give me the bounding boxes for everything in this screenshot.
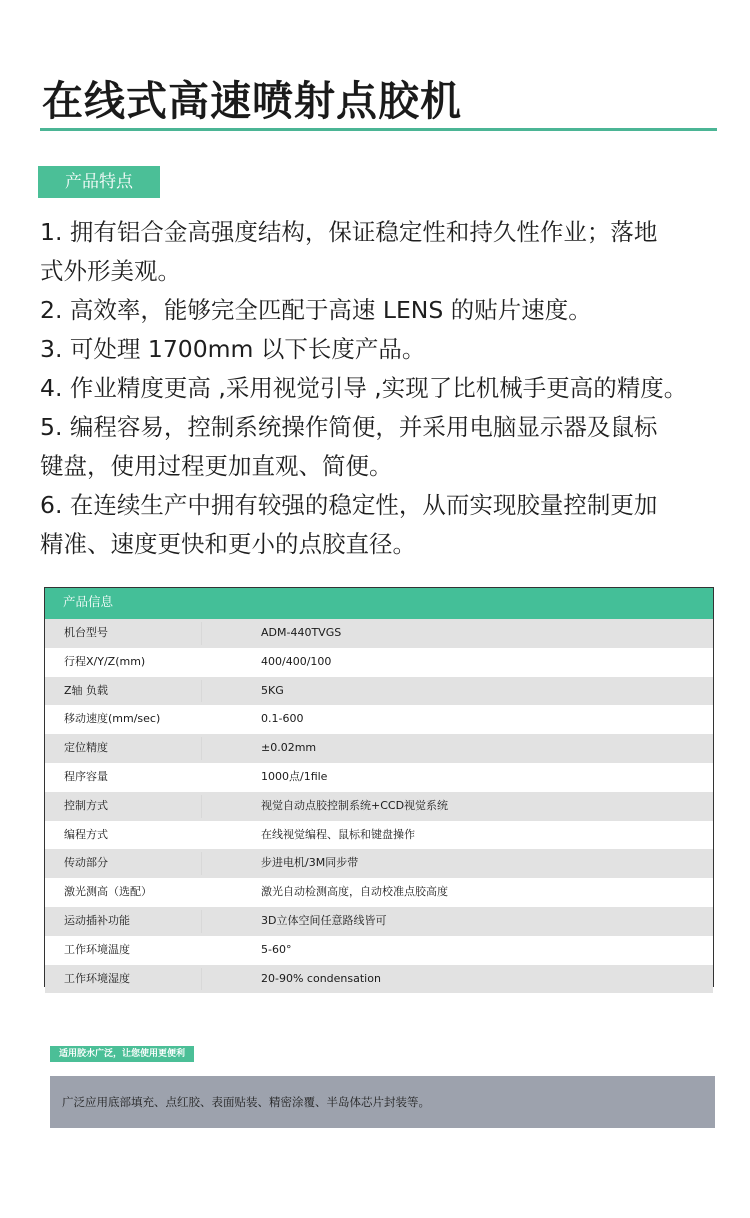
spec-key: 机台型号 — [64, 626, 108, 639]
table-row — [45, 705, 713, 734]
table-row — [45, 619, 713, 648]
spec-key: 移动速度(mm/sec) — [64, 712, 161, 726]
table-row — [45, 792, 713, 821]
table-row — [45, 648, 713, 677]
spec-value: ADM-440TVGS — [261, 626, 342, 639]
table-row — [45, 878, 713, 907]
page-title: 在线式高速喷射点胶机 — [42, 77, 462, 125]
feature-line: 5. 编程容易，控制系统操作简便，并采用电脑显示器及鼠标 — [40, 413, 658, 441]
feature-line: 2. 高效率，能够完全匹配于高速 LENS 的贴片速度。 — [40, 296, 592, 324]
spec-value: 3D立体空间任意路线皆可 — [261, 913, 387, 927]
features-list — [40, 213, 730, 564]
spec-value: 400/400/100 — [261, 654, 332, 668]
cell-divider — [201, 852, 202, 875]
spec-key: 行程X/Y/Z(mm) — [64, 654, 146, 668]
table-row — [45, 849, 713, 878]
spec-value: 视觉自动点胶控制系统+CCD视觉系统 — [261, 798, 449, 812]
spec-key: 传动部分 — [64, 856, 108, 870]
title-divider — [40, 128, 717, 131]
spec-table-header: 产品信息 — [45, 588, 713, 619]
cell-divider — [201, 737, 202, 760]
table-row — [45, 907, 713, 936]
cell-divider — [201, 622, 202, 645]
feature-line: 精准、速度更快和更小的点胶直径。 — [40, 530, 416, 558]
spec-table — [44, 587, 714, 987]
usage-box: 广泛应用底部填充、点红胶、表面贴装、精密涂覆、半岛体芯片封装等。 — [50, 1076, 715, 1128]
feature-line: 4. 作业精度更高 ,采用视觉引导 ,实现了比机械手更高的精度。 — [40, 374, 688, 402]
table-row — [45, 936, 713, 965]
spec-key: 程序容量 — [64, 769, 108, 783]
table-row — [45, 734, 713, 763]
cell-divider — [201, 795, 202, 818]
spec-key: 编程方式 — [64, 827, 108, 841]
spec-key: 工作环境温度 — [64, 942, 130, 956]
spec-key: Z轴 负载 — [64, 683, 109, 697]
spec-value: 0.1-600 — [261, 712, 304, 726]
feature-line: 6. 在连续生产中拥有较强的稳定性，从而实现胶量控制更加 — [40, 491, 658, 519]
spec-key: 定位精度 — [64, 741, 108, 755]
cell-divider — [201, 910, 202, 933]
spec-key: 控制方式 — [64, 798, 108, 812]
usage-tag: 适用胶水广泛，让您使用更便利 — [50, 1046, 194, 1062]
table-row — [45, 965, 713, 994]
spec-key: 运动插补功能 — [64, 913, 130, 927]
spec-value: 5KG — [261, 683, 284, 697]
table-row — [45, 677, 713, 706]
spec-value: 激光自动检测高度，自动校准点胶高度 — [261, 885, 448, 899]
table-row — [45, 821, 713, 850]
cell-divider — [201, 968, 202, 991]
spec-key: 工作环境湿度 — [64, 971, 130, 985]
spec-value: 1000点/1file — [261, 769, 328, 783]
feature-line: 键盘，使用过程更加直观、简便。 — [40, 452, 393, 480]
spec-value: 在线视觉编程、鼠标和键盘操作 — [261, 827, 415, 841]
cell-divider — [201, 680, 202, 703]
features-tag: 产品特点 — [38, 166, 160, 198]
table-row — [45, 763, 713, 792]
spec-value: ±0.02mm — [261, 741, 317, 755]
feature-line: 1. 拥有铝合金高强度结构，保证稳定性和持久性作业；落地 — [40, 218, 658, 246]
spec-value: 20-90% condensation — [261, 971, 381, 985]
feature-line: 3. 可处理 1700mm 以下长度产品。 — [40, 335, 426, 363]
spec-value: 5-60° — [261, 942, 292, 956]
spec-value: 步进电机/3M同步带 — [261, 856, 359, 870]
feature-line: 式外形美观。 — [40, 257, 181, 285]
spec-key: 激光测高（选配） — [64, 885, 152, 899]
